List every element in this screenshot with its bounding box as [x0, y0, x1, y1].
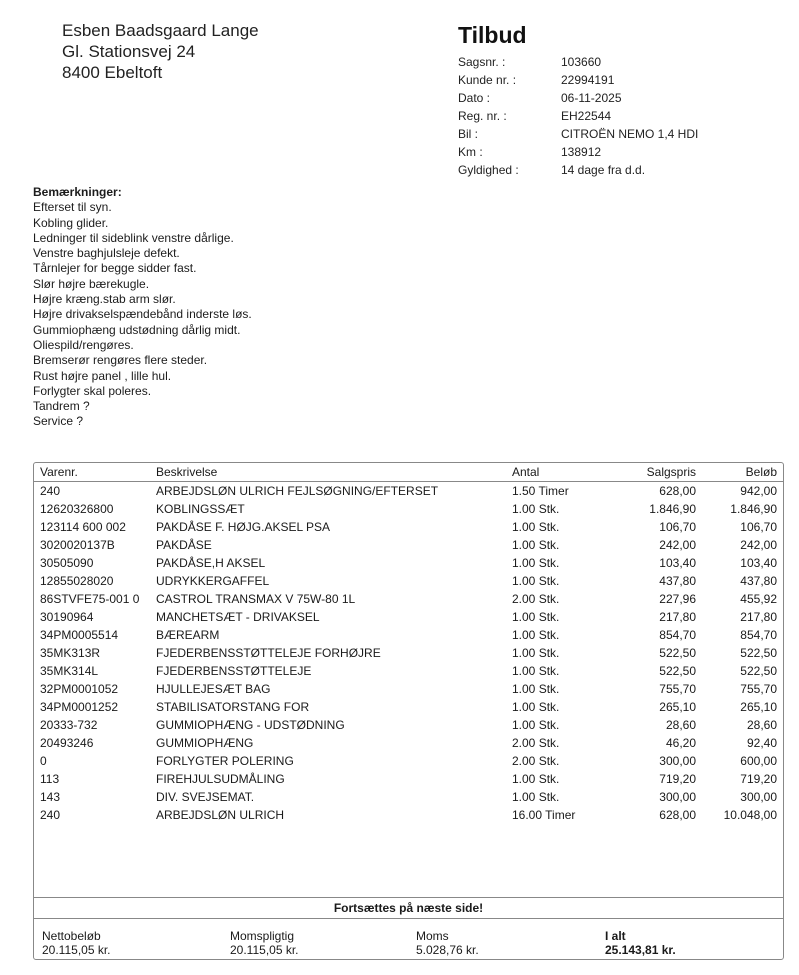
item-quantity: 1.00 Stk.	[512, 502, 560, 516]
item-number: 86STVFE75-001 0	[40, 592, 140, 606]
meta-row	[458, 143, 698, 161]
item-quantity: 1.00 Stk.	[512, 574, 560, 588]
momspligtig-value: 20.115,05 kr.	[230, 943, 299, 957]
remark-line: Højre kræng.stab arm slør.	[33, 292, 176, 307]
remarks-heading: Bemærkninger:	[33, 185, 122, 199]
item-description: GUMMIOPHÆNG - UDSTØDNING	[156, 718, 345, 732]
item-quantity: 1.00 Stk.	[512, 664, 560, 678]
item-quantity: 1.00 Stk.	[512, 790, 560, 804]
item-amount: 92,40	[746, 736, 777, 750]
meta-row	[458, 71, 698, 89]
header-antal: Antal	[506, 463, 592, 482]
item-description: PAKDÅSE F. HØJG.AKSEL PSA	[156, 520, 331, 534]
item-description: FJEDERBENSSTØTTELEJE FORHØJRE	[156, 646, 381, 660]
table-row	[34, 662, 783, 680]
item-description: KOBLINGSSÆT	[156, 502, 245, 516]
item-number: 30505090	[40, 556, 94, 570]
meta-label: Kunde nr. :	[458, 73, 517, 87]
remark-line: Kobling glider.	[33, 215, 109, 230]
meta-label: Bil :	[458, 127, 479, 141]
grand-total	[605, 929, 676, 957]
item-price: 522,50	[659, 664, 696, 678]
item-price: 265,10	[659, 700, 696, 714]
moms-label: Moms	[416, 929, 449, 943]
item-description: PAKDÅSE,H AKSEL	[156, 556, 266, 570]
item-quantity: 1.00 Stk.	[512, 700, 560, 714]
item-description: DIV. SVEJSEMAT.	[156, 790, 255, 804]
document-title: Tilbud	[458, 22, 527, 48]
item-amount: 103,40	[740, 556, 777, 570]
item-number: 12855028020	[40, 574, 114, 588]
remark-line: Ledninger til sideblink venstre dårlige.	[33, 230, 234, 245]
remark-line: Slør højre bærekugle.	[33, 276, 150, 291]
continues-notice: Fortsættes på næste side!	[34, 897, 783, 919]
momspligtig-total	[230, 929, 299, 957]
item-quantity: 2.00 Stk.	[512, 736, 560, 750]
item-price: 755,70	[659, 682, 696, 696]
meta-row	[458, 107, 698, 125]
item-number: 20493246	[40, 736, 94, 750]
sender-name: Esben Baadsgaard Lange	[62, 21, 259, 40]
meta-value: 138912	[561, 145, 602, 159]
table-row	[34, 500, 783, 518]
moms-value: 5.028,76 kr.	[416, 943, 479, 957]
item-number: 240	[40, 484, 61, 498]
item-description: GUMMIOPHÆNG	[156, 736, 254, 750]
item-quantity: 1.00 Stk.	[512, 610, 560, 624]
item-amount: 265,10	[740, 700, 777, 714]
remark-line: Oliespild/rengøres.	[33, 337, 134, 352]
item-amount: 437,80	[740, 574, 777, 588]
item-number: 113	[40, 772, 60, 786]
item-amount: 719,20	[740, 772, 777, 786]
sender-city: 8400 Ebeltoft	[62, 63, 163, 82]
meta-value: EH22544	[561, 109, 612, 123]
item-amount: 242,00	[740, 538, 777, 552]
item-number: 35MK314L	[40, 664, 99, 678]
item-price: 628,00	[659, 808, 696, 822]
meta-label: Km :	[458, 145, 483, 159]
item-quantity: 1.00 Stk.	[512, 772, 560, 786]
header-varenr: Varenr.	[34, 463, 150, 482]
table-row	[34, 680, 783, 698]
item-price: 719,20	[659, 772, 696, 786]
table-row	[34, 554, 783, 572]
item-quantity: 1.00 Stk.	[512, 718, 560, 732]
item-price: 103,40	[659, 556, 696, 570]
sender-street: Gl. Stationsvej 24	[62, 42, 196, 61]
meta-label: Gyldighed :	[458, 163, 519, 177]
item-number: 32PM0001052	[40, 682, 119, 696]
item-price: 28,60	[665, 718, 696, 732]
item-price: 854,70	[659, 628, 696, 642]
item-description: BÆREARM	[156, 628, 220, 642]
item-description: FORLYGTER POLERING	[156, 754, 294, 768]
meta-row	[458, 161, 698, 179]
items-table	[34, 463, 783, 824]
item-amount: 522,50	[740, 664, 777, 678]
item-number: 34PM0001252	[40, 700, 119, 714]
item-amount: 455,92	[740, 592, 777, 606]
item-amount: 522,50	[740, 646, 777, 660]
item-quantity: 1.00 Stk.	[512, 646, 560, 660]
quote-meta	[458, 53, 698, 179]
table-row	[34, 770, 783, 788]
table-row	[34, 644, 783, 662]
item-number: 12620326800	[40, 502, 114, 516]
meta-row	[458, 125, 698, 143]
item-description: STABILISATORSTANG FOR	[156, 700, 310, 714]
remark-line: Højre drivakselspændebånd inderste løs.	[33, 307, 252, 322]
item-number: 35MK313R	[40, 646, 101, 660]
meta-row	[458, 53, 698, 71]
item-description: HJULLEJESÆT BAG	[156, 682, 271, 696]
table-header-row	[34, 463, 783, 482]
remarks-lines	[33, 200, 252, 429]
item-amount: 600,00	[740, 754, 777, 768]
meta-value: CITROËN NEMO 1,4 HDI	[561, 127, 699, 141]
table-row	[34, 734, 783, 752]
meta-row	[458, 89, 698, 107]
meta-value: 14 dage fra d.d.	[561, 163, 646, 177]
remarks-section	[33, 185, 252, 430]
item-description: ARBEJDSLØN ULRICH FEJLSØGNING/EFTERSET	[156, 484, 439, 498]
ialt-label: I alt	[605, 929, 626, 943]
remark-line: Tandrem ?	[33, 399, 90, 414]
table-row	[34, 788, 783, 806]
meta-label: Sagsnr. :	[458, 55, 506, 69]
item-amount: 1.846,90	[730, 502, 777, 516]
item-quantity: 1.00 Stk.	[512, 520, 560, 534]
item-number: 0	[40, 754, 47, 768]
table-row	[34, 698, 783, 716]
remark-line: Venstre baghjulsleje defekt.	[33, 246, 180, 261]
item-description: CASTROL TRANSMAX V 75W-80 1L	[156, 592, 356, 606]
meta-value: 103660	[561, 55, 602, 69]
meta-label: Reg. nr. :	[458, 109, 507, 123]
item-number: 240	[40, 808, 61, 822]
header-salgspris: Salgspris	[592, 463, 702, 482]
remark-line: Bremserør rengøres flere steder.	[33, 353, 208, 368]
ialt-value: 25.143,81 kr.	[605, 943, 676, 957]
item-quantity: 2.00 Stk.	[512, 754, 560, 768]
item-quantity: 1.00 Stk.	[512, 682, 560, 696]
item-price: 1.846,90	[649, 502, 696, 516]
item-quantity: 1.00 Stk.	[512, 556, 560, 570]
item-number: 30190964	[40, 610, 94, 624]
item-price: 242,00	[659, 538, 696, 552]
remark-line: Forlygter skal poleres.	[33, 383, 152, 398]
item-number: 20333-732	[40, 718, 98, 732]
item-description: MANCHETSÆT - DRIVAKSEL	[156, 610, 320, 624]
table-row	[34, 752, 783, 770]
item-price: 227,96	[659, 592, 696, 606]
item-number: 123114 600 002	[40, 520, 126, 534]
item-price: 300,00	[659, 754, 696, 768]
item-quantity: 1.50 Timer	[512, 484, 569, 498]
item-number: 3020020137B	[40, 538, 115, 552]
item-price: 106,70	[659, 520, 696, 534]
items-table-box	[33, 462, 784, 960]
item-amount: 942,00	[740, 484, 777, 498]
item-amount: 300,00	[740, 790, 777, 804]
item-amount: 106,70	[740, 520, 777, 534]
moms-total	[416, 929, 479, 957]
item-quantity: 1.00 Stk.	[512, 538, 560, 552]
remark-line: Efterset til syn.	[33, 200, 112, 215]
item-price: 628,00	[659, 484, 696, 498]
table-row	[34, 482, 783, 501]
item-description: ARBEJDSLØN ULRICH	[156, 808, 285, 822]
item-quantity: 16.00 Timer	[512, 808, 576, 822]
item-description: FIREHJULSUDMÅLING	[156, 772, 285, 786]
netto-label: Nettobeløb	[42, 929, 101, 943]
item-number: 143	[40, 790, 61, 804]
table-row	[34, 608, 783, 626]
item-price: 522,50	[659, 646, 696, 660]
meta-label: Dato :	[458, 91, 491, 105]
remark-line: Rust højre panel , lille hul.	[33, 368, 172, 383]
table-row	[34, 806, 783, 824]
item-description: UDRYKKERGAFFEL	[156, 574, 270, 588]
item-quantity: 2.00 Stk.	[512, 592, 560, 606]
table-row	[34, 518, 783, 536]
item-description: FJEDERBENSSTØTTELEJE	[156, 664, 312, 678]
meta-value: 06-11-2025	[561, 91, 622, 105]
item-number: 34PM0005514	[40, 628, 119, 642]
table-row	[34, 716, 783, 734]
meta-value: 22994191	[561, 73, 615, 87]
netto-total	[42, 929, 111, 957]
item-price: 300,00	[659, 790, 696, 804]
item-amount: 217,80	[740, 610, 777, 624]
item-amount: 28,60	[746, 718, 777, 732]
table-row	[34, 536, 783, 554]
table-row	[34, 590, 783, 608]
header-belob: Beløb	[702, 463, 783, 482]
totals-section	[34, 921, 783, 961]
item-price: 46,20	[665, 736, 696, 750]
item-amount: 755,70	[740, 682, 777, 696]
item-amount: 10.048,00	[723, 808, 777, 822]
netto-value: 20.115,05 kr.	[42, 943, 111, 957]
item-amount: 854,70	[740, 628, 777, 642]
remark-line: Tårnlejer for begge sidder fast.	[33, 261, 197, 276]
table-row	[34, 626, 783, 644]
header-beskrivelse: Beskrivelse	[150, 463, 506, 482]
table-row	[34, 572, 783, 590]
item-quantity: 1.00 Stk.	[512, 628, 560, 642]
remark-line: Gummiophæng udstødning dårlig midt.	[33, 322, 241, 337]
sender-address	[62, 20, 259, 83]
momspligtig-label: Momspligtig	[230, 929, 295, 943]
item-description: PAKDÅSE	[156, 538, 212, 552]
item-price: 437,80	[659, 574, 696, 588]
item-price: 217,80	[659, 610, 696, 624]
remark-line: Service ?	[33, 414, 84, 429]
